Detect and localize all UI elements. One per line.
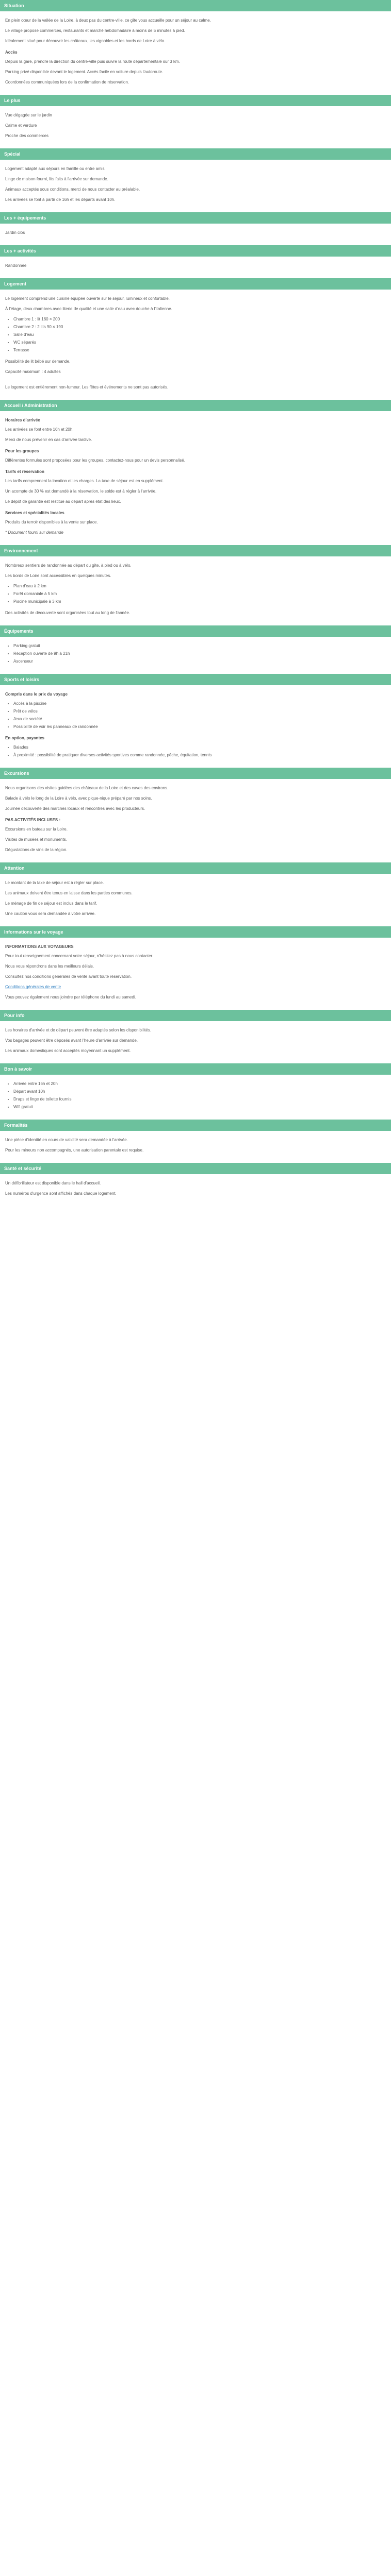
section-sante [0,1163,391,1197]
included-list [5,701,386,730]
subheading: Accès [5,50,18,55]
section-title: Bon à savoir [0,1063,391,1075]
section-title: Environnement [0,545,391,556]
cgv-link[interactable]: Conditions générales de vente [5,985,61,989]
section-title: Santé et sécurité [0,1163,391,1174]
room-list [5,316,386,353]
list-item: • Plan d'eau à 2 km [13,583,386,589]
paragraph: Les tarifs comprennent la location et les charges. La taxe de séjour est en supplément. [5,479,164,483]
paragraph: Jardin clos [5,230,25,235]
paragraph: Capacité maximum : 4 adultes [5,369,61,374]
section-informations [0,926,391,1001]
paragraph: Nous organisons des visites guidées des châteaux de la Loire et des caves des environs. [5,786,169,790]
section-bon-a-savoir [0,1063,391,1110]
list-item: • Parking gratuit [13,643,386,649]
section-title: Le plus [0,95,391,106]
paragraph: Les arrivées se font à partir de 16h et les départs avant 10h. [5,197,116,202]
section-title: Excursions [0,768,391,779]
section-equipements [0,625,391,665]
list-item: • Chambre 1 : lit 160 × 200 [13,316,386,323]
paragraph: Les numéros d'urgence sont affichés dans chaque logement. [5,1191,117,1196]
paragraph: Une caution vous sera demandée à votre arrivée. [5,911,96,916]
paragraph: Les animaux domestiques sont acceptés moyennant un supplément. [5,1048,131,1053]
subheading: INFORMATIONS AUX VOYAGEURS [5,944,74,949]
section-attention [0,862,391,917]
paragraph: Idéalement situé pour découvrir les châteaux, les vignobles et les bords de Loire à vélo. [5,39,166,43]
section-situation [0,0,391,86]
optional-list [5,744,386,758]
paragraph: Calme et verdure [5,123,37,128]
section-environnement [0,545,391,616]
section-logement [0,278,391,391]
paragraph: Linge de maison fourni, lits faits à l'arrivée sur demande. [5,177,108,181]
paragraph: Consultez nos conditions générales de vente avant toute réservation. [5,974,132,979]
paragraph: Dégustations de vins de la région. [5,848,68,852]
subheading: Pour les groupes [5,449,39,453]
section-title: Pour info [0,1010,391,1021]
section-title: Spécial [0,148,391,160]
section-le-plus [0,95,391,139]
paragraph: Produits du terroir disponibles à la vente sur place. [5,520,98,524]
section-title: Équipements [0,625,391,637]
list-item: • Arrivée entre 16h et 20h [13,1081,386,1087]
paragraph: Parking privé disponible devant le logement. Accès facile en voiture depuis l'autoroute. [5,70,164,74]
section-title: Logement [0,278,391,290]
tips-list [5,1081,386,1110]
paragraph: Les arrivées se font entre 16h et 20h. [5,427,74,432]
paragraph: Randonnée [5,263,27,268]
section-title: Formalités [0,1120,391,1131]
list-item: • Balades [13,744,386,751]
list-item: • Accès à la piscine [13,701,386,707]
paragraph: Vue dégagée sur le jardin [5,113,52,117]
subheading: Compris dans le prix du voyage [5,692,68,697]
section-pour-info [0,1010,391,1054]
paragraph: Pour tout renseignement concernant votre séjour, n'hésitez pas à nous contacter. [5,954,154,958]
paragraph: À l'étage, deux chambres avec literie de qualité et une salle d'eau avec douche à l'italienne. [5,307,172,311]
list-item: • Draps et linge de toilette fournis [13,1096,386,1103]
paragraph: Le logement est entièrement non-fumeur. Les fêtes et événements ne sont pas autorisés. [5,385,169,389]
paragraph: Des activités de découverte sont organisées tout au long de l'année. [5,611,131,615]
section-title: Attention [0,862,391,874]
section-plus-activites [0,245,391,269]
list-item: • À proximité : possibilité de pratiquer diverses activités sportives comme randonnée, pêche, équitation, tennis [13,752,386,758]
list-item: • Terrasse [13,347,386,353]
paragraph: Les animaux doivent être tenus en laisse dans les parties communes. [5,891,133,895]
paragraph: Pour les mineurs non accompagnés, une autorisation parentale est requise. [5,1148,144,1153]
subheading: Tarifs et réservation [5,469,44,474]
footnote: * Document fourni sur demande [5,530,63,535]
paragraph: Les bords de Loire sont accessibles en quelques minutes. [5,573,111,578]
paragraph: Vous pouvez également nous joindre par téléphone du lundi au samedi. [5,995,136,999]
list-item: • Prêt de vélos [13,708,386,715]
paragraph: Logement adapté aux séjours en famille ou entre amis. [5,166,106,171]
list-item: • Ascenseur [13,658,386,665]
nearby-list [5,583,386,605]
list-item: • Piscine municipale à 3 km [13,599,386,605]
paragraph: Balade à vélo le long de la Loire à vélo, avec pique-nique préparé par nos soins. [5,796,152,801]
section-title: Situation [0,0,391,11]
list-item: • Forêt domaniale à 5 km [13,591,386,597]
list-item: • Jeux de société [13,716,386,722]
section-title: Les + équipements [0,212,391,224]
paragraph: Animaux acceptés sous conditions, merci de nous contacter au préalable. [5,187,140,192]
list-item: • Salle d'eau [13,332,386,338]
paragraph: Possibilité de lit bébé sur demande. [5,359,71,364]
paragraph: Proche des commerces [5,133,49,138]
paragraph: Coordonnées communiquées lors de la confirmation de réservation. [5,80,129,84]
paragraph: Merci de nous prévenir en cas d'arrivée tardive. [5,437,92,442]
paragraph: Différentes formules sont proposées pour les groupes, contactez-nous pour un devis personnalisé. [5,458,185,463]
paragraph: Une pièce d'identité en cours de validité sera demandée à l'arrivée. [5,1138,128,1142]
paragraph: Un défibrillateur est disponible dans le hall d'accueil. [5,1181,101,1185]
paragraph: Journée découverte des marchés locaux et rencontres avec les producteurs. [5,806,145,811]
paragraph: Excursions en bateau sur la Loire. [5,827,68,832]
section-title: Accueil / Administration [0,400,391,411]
section-sports [0,674,391,758]
paragraph: Le dépôt de garantie est restitué au départ après état des lieux. [5,499,121,504]
paragraph: Nombreux sentiers de randonnée au départ du gîte, à pied ou à vélo. [5,563,132,568]
list-item: • WC séparés [13,340,386,346]
section-title: Les + activités [0,245,391,257]
section-title: Sports et loisirs [0,674,391,685]
section-excursions [0,768,391,853]
paragraph: Nous vous répondrons dans les meilleurs délais. [5,964,94,969]
list-item: • Réception ouverte de 9h à 21h [13,651,386,657]
list-item: • Départ avant 10h [13,1089,386,1095]
subheading: Horaires d'arrivée [5,418,40,422]
paragraph: Le montant de la taxe de séjour est à régler sur place. [5,880,104,885]
paragraph: Vos bagages peuvent être déposés avant l'heure d'arrivée sur demande. [5,1038,138,1043]
paragraph: Le village propose commerces, restaurants et marché hebdomadaire à moins de 5 minutes à pied. [5,28,185,33]
subheading: En option, payantes [5,736,45,740]
paragraph: Le ménage de fin de séjour est inclus dans le tarif. [5,901,97,906]
section-accueil [0,400,391,536]
list-item: • Possibilité de voir les panneaux de randonnée [13,724,386,730]
page [0,0,391,1216]
section-title: Informations sur le voyage [0,926,391,938]
section-special [0,148,391,203]
paragraph: En plein cœur de la vallée de la Loire, à deux pas du centre-ville, ce gîte vous accueille pour un séjour au calme. [5,18,211,23]
paragraph: Depuis la gare, prendre la direction du centre-ville puis suivre la route départementale sur 3 km. [5,59,180,64]
subheading: Services et spécialités locales [5,511,64,515]
equipment-list [5,643,386,665]
subheading: PAS ACTIVITÉS INCLUSES : [5,818,61,822]
list-item: • Chambre 2 : 2 lits 90 × 190 [13,324,386,330]
list-item: • Wifi gratuit [13,1104,386,1110]
paragraph: Le logement comprend une cuisine équipée ouverte sur le séjour, lumineux et confortable. [5,296,170,301]
paragraph: Un acompte de 30 % est demandé à la réservation, le solde est à régler à l'arrivée. [5,489,157,494]
section-formalites [0,1120,391,1154]
section-plus-equipements [0,212,391,236]
paragraph: Visites de musées et monuments. [5,837,67,842]
paragraph: Les horaires d'arrivée et de départ peuvent être adaptés selon les disponibilités. [5,1028,152,1032]
